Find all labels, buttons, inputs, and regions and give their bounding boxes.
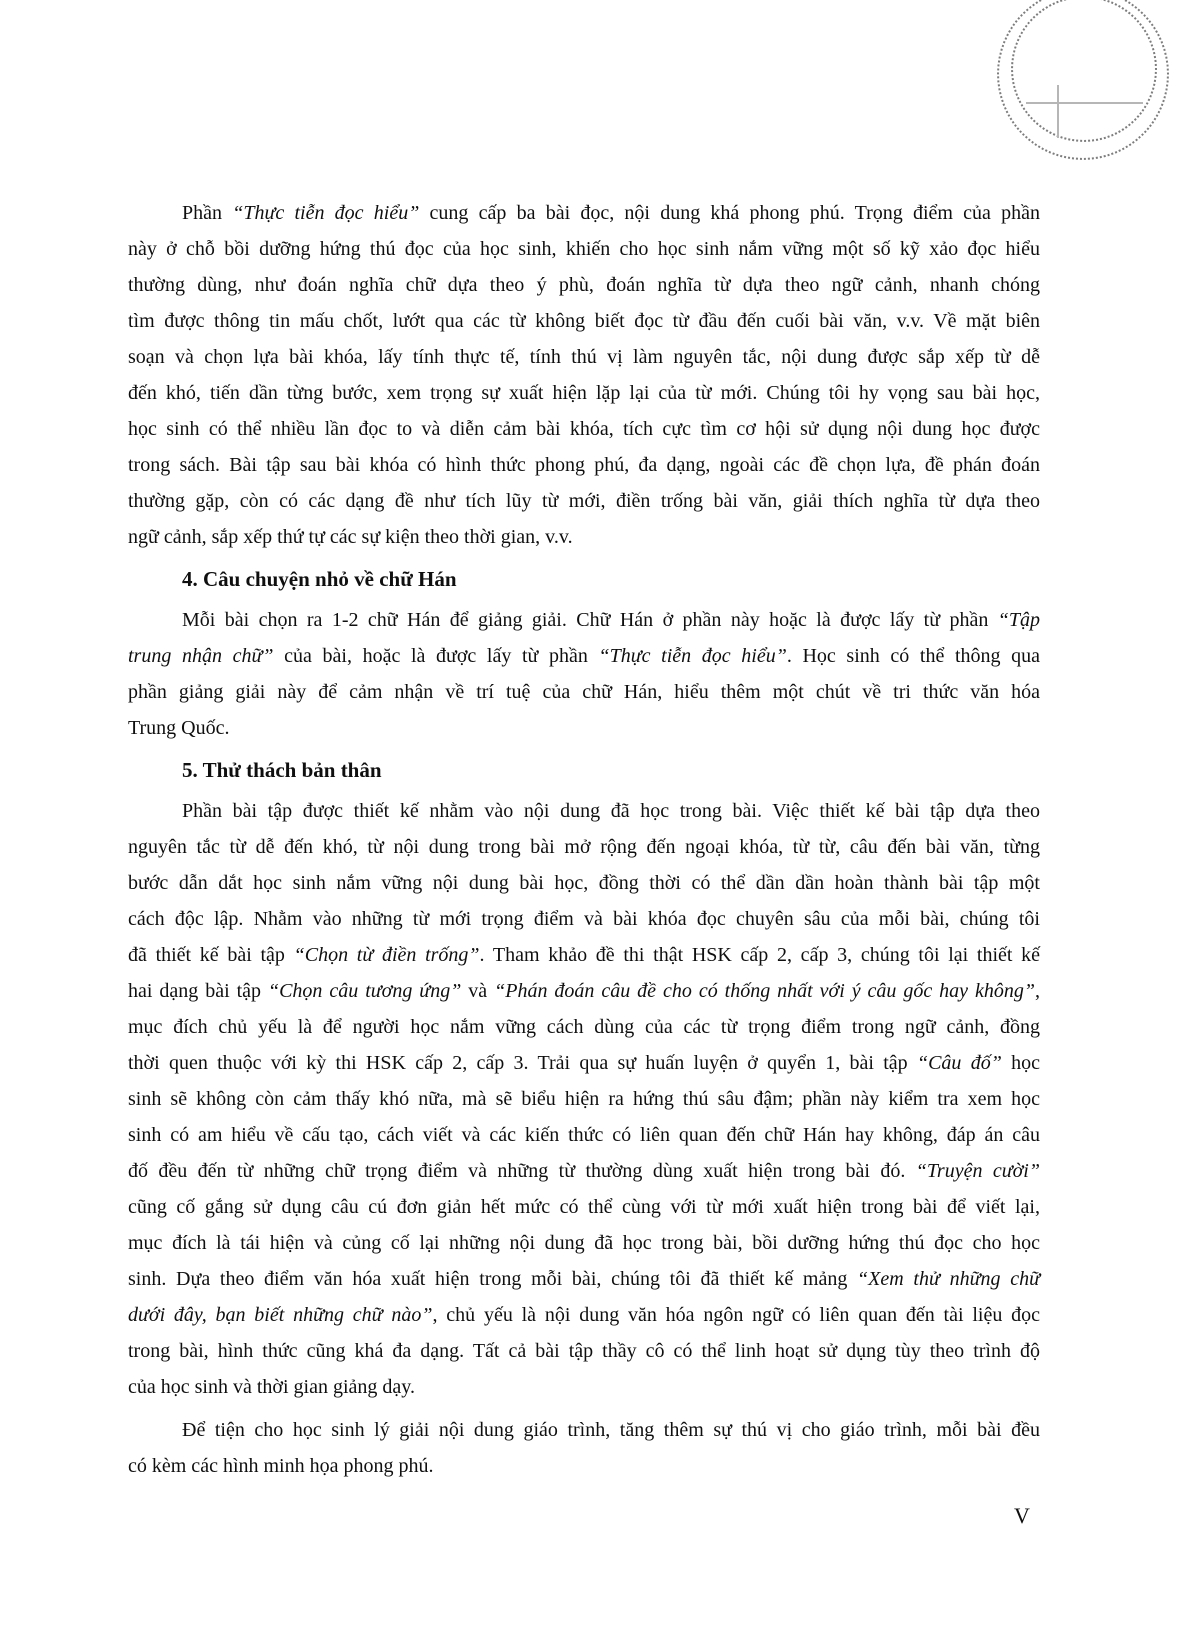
paragraph-line: đố đều đến từ những chữ trọng điểm và những từ thường dùng xuất hiện trong bài đó. “Truyện cười” xyxy=(128,1160,1040,1182)
paragraph-line: Phần bài tập được thiết kế nhằm vào nội dung đã học trong bài. Việc thiết kế bài tập dựa theo xyxy=(182,800,1040,822)
paragraph-line: Trung Quốc. xyxy=(128,717,230,739)
paragraph-line: cũng cố gắng sử dụng câu cú đơn giản hết mức có thể cùng với từ mới xuất hiện trong bài để viết lại, xyxy=(128,1196,1040,1218)
paragraph-line: này ở chỗ bồi dưỡng hứng thú đọc của học sinh, khiến cho học sinh nắm vững một số kỹ xảo đọc hiểu xyxy=(128,238,1040,260)
section-heading: 4. Câu chuyện nhỏ về chữ Hán xyxy=(182,567,457,591)
paragraph-line: trung nhận chữ” của bài, hoặc là được lấy từ phần “Thực tiễn đọc hiểu”. Học sinh có thể thông qua xyxy=(128,645,1040,667)
section-heading: 5. Thử thách bản thân xyxy=(182,758,382,782)
paragraph-line: đã thiết kế bài tập “Chọn từ điền trống”. Tham khảo đề thi thật HSK cấp 2, cấp 3, chúng tôi lại thiết kế xyxy=(128,944,1040,966)
paragraph-line: bước dẫn dắt học sinh nắm vững nội dung bài học, đồng thời có thể dần dần hoàn thành bài tập một xyxy=(128,872,1040,894)
paragraph-line: nguyên tắc từ dễ đến khó, từ nội dung trong bài mở rộng đến ngoại khóa, từ từ, câu đến bài văn, từng xyxy=(128,836,1040,858)
paragraph-line: học sinh có thể nhiều lần đọc to và diễn cảm bài khóa, tích cực tìm cơ hội sử dụng nội dung học được xyxy=(128,418,1040,440)
crosshair-horizontal-line xyxy=(1026,102,1143,104)
crosshair-vertical-line xyxy=(1057,85,1059,138)
page-number: V xyxy=(1014,1503,1030,1528)
paragraph-line: soạn và chọn lựa bài khóa, lấy tính thực tế, tính thú vị làm nguyên tắc, nội dung được sắp xếp từ dễ xyxy=(128,346,1040,368)
paragraph-line: hai dạng bài tập “Chọn câu tương ứng” và “Phán đoán câu đề cho có thống nhất với ý câu gốc hay không”, xyxy=(128,980,1040,1002)
paragraph-line: phần giảng giải này để cảm nhận về trí tuệ của chữ Hán, hiểu thêm một chút về tri thức văn hóa xyxy=(128,681,1040,703)
paragraph-line: đến khó, tiến dần từng bước, xem trọng sự xuất hiện lặp lại của từ mới. Chúng tôi hy vọng sau bài học, xyxy=(128,382,1040,404)
paragraph-line: Để tiện cho học sinh lý giải nội dung giáo trình, tăng thêm sự thú vị cho giáo trình, mỗi bài đều xyxy=(182,1419,1040,1441)
paragraph-line: trong sách. Bài tập sau bài khóa có hình thức phong phú, đa dạng, ngoài các đề chọn lựa, đề phán đoán xyxy=(128,454,1040,476)
page-content xyxy=(128,195,1040,1484)
paragraph-line: mục đích chủ yếu là để người học nắm vững cách dùng của các từ trọng điểm trong ngữ cảnh, đồng xyxy=(128,1016,1040,1038)
dotted-circle-inner-icon xyxy=(1011,0,1157,142)
paragraph-line: sinh. Dựa theo điểm văn hóa xuất hiện trong mỗi bài, chúng tôi đã thiết kế mảng “Xem thử những chữ xyxy=(128,1268,1040,1290)
paragraph-line: Phần “Thực tiễn đọc hiểu” cung cấp ba bài đọc, nội dung khá phong phú. Trọng điểm của phần xyxy=(182,202,1041,224)
paragraph-line: có kèm các hình minh họa phong phú. xyxy=(128,1455,434,1477)
paragraph-line: thường dùng, như đoán nghĩa chữ dựa theo ý phù, đoán nghĩa từ dựa theo ngữ cảnh, nhanh chóng xyxy=(128,274,1040,296)
paragraph-line: dưới đây, bạn biết những chữ nào”, chủ yếu là nội dung văn hóa ngôn ngữ có liên quan đến tài liệu đọc xyxy=(128,1304,1040,1326)
paragraph-line: thường gặp, còn có các dạng đề như tích lũy từ mới, điền trống bài văn, giải thích nghĩa từ dựa theo xyxy=(128,490,1040,512)
paragraph-line: Mỗi bài chọn ra 1-2 chữ Hán để giảng giải. Chữ Hán ở phần này hoặc là được lấy từ phần “Tập xyxy=(182,609,1040,631)
paragraph-line: trong bài, hình thức cũng khá đa dạng. Tất cả bài tập thầy cô có thể linh hoạt sử dụng tùy theo trình độ xyxy=(128,1340,1040,1362)
paragraph xyxy=(128,1412,1040,1484)
paragraph xyxy=(128,793,1040,1405)
paragraph-line: của học sinh và thời gian giảng dạy. xyxy=(128,1376,415,1398)
paragraph-line: cách độc lập. Nhằm vào những từ mới trọng điểm và bài khóa đọc chuyên sâu của mỗi bài, chúng tôi xyxy=(128,908,1040,930)
paragraph-line: mục đích là tái hiện và củng cố lại những nội dung đã học trong bài, bồi dưỡng hứng thú đọc cho học xyxy=(128,1232,1040,1254)
paragraph-line: thời quen thuộc với kỳ thi HSK cấp 2, cấp 3. Trải qua sự huấn luyện ở quyển 1, bài tập “Câu đố” học xyxy=(128,1052,1040,1074)
paragraph-line: sinh sẽ không còn cảm thấy khó nữa, mà sẽ biểu hiện ra hứng thú sâu đậm; phần này kiểm tra xem học xyxy=(128,1088,1040,1110)
paragraph-line: tìm được thông tin mấu chốt, lướt qua các từ không biết đọc từ đầu đến cuối bài văn, v.v. Về mặt biên xyxy=(128,310,1040,332)
paragraph-line: ngữ cảnh, sắp xếp thứ tự các sự kiện theo thời gian, v.v. xyxy=(128,526,573,548)
paragraph-line: sinh có am hiểu về cấu tạo, cách viết và các kiến thức có liên quan đến chữ Hán hay không, đáp án câu xyxy=(128,1124,1040,1146)
paragraph xyxy=(128,602,1040,746)
paragraph xyxy=(128,195,1040,555)
